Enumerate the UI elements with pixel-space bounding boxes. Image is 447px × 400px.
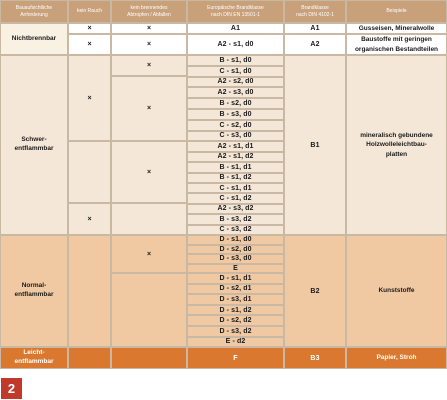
- eu-class-cell: [187, 120, 284, 131]
- requirement-nichtbrennbar-text: Nichtbrennbar: [11, 34, 57, 42]
- eu-class-label: B - s1, d0: [219, 56, 252, 64]
- requirement-leichtentflammbar-text: Leicht- entflammbar: [14, 349, 54, 365]
- figure-number-text: 2: [7, 381, 16, 396]
- no-smoke-mark-a1-text: ×: [87, 25, 92, 32]
- no-smoke-mark-b1-a-text: ×: [87, 94, 92, 102]
- no-smoke-mark-b1-c: [68, 203, 111, 235]
- eu-class-label: D - s3, d1: [219, 295, 252, 303]
- no-dripping-mark-a2-text: ×: [146, 41, 152, 48]
- no-dripping-mark-b1-a-text: ×: [146, 62, 152, 69]
- header-eu-class-text: Europäische Brandklasse nach DIN EN 13501-1: [207, 5, 264, 18]
- din-class-a2: [284, 34, 346, 55]
- eu-class-cell: [187, 326, 284, 337]
- eu-class-cell: [187, 225, 284, 235]
- header-examples-text: Beispiele: [386, 8, 407, 15]
- eu-class-label: D - s1, d2: [219, 306, 252, 314]
- eu-class-label: D - s1, d1: [219, 274, 252, 282]
- eu-class-cell: [187, 254, 284, 264]
- eu-class-cell: [187, 23, 284, 34]
- requirement-normalentflammbar: [0, 235, 68, 347]
- din-class-b2: [284, 235, 346, 347]
- eu-class-cell: [187, 183, 284, 193]
- no-dripping-mark-b1-c: [111, 141, 187, 203]
- eu-class-cell: [187, 98, 284, 109]
- eu-class-label: C - s1, d0: [219, 67, 252, 75]
- no-smoke-mark-b1-a: [68, 55, 111, 141]
- no-smoke-mark-a2: [68, 34, 111, 55]
- eu-class-label: B - s3, d0: [219, 110, 252, 118]
- header-examples: [346, 0, 447, 23]
- eu-class-cell: [187, 337, 284, 347]
- example-a2-text: Baustoffe mit geringen organischen Bestandteilen: [354, 36, 439, 53]
- eu-class-label: D - s3, d0: [219, 255, 252, 263]
- eu-class-label: C - s3, d2: [219, 226, 252, 234]
- no-dripping-mark-b1-a: [111, 55, 187, 76]
- eu-class-label: C - s1, d1: [219, 184, 252, 192]
- eu-class-cell: [187, 214, 284, 224]
- din-class-a1-text: A1: [310, 25, 320, 32]
- eu-class-cell: [187, 315, 284, 326]
- eu-class-cell: [187, 305, 284, 316]
- example-a1-text: Gusseisen, Mineralwolle: [358, 24, 435, 32]
- eu-class-label: A2 - s2, d0: [217, 78, 254, 86]
- eu-class-label: B - s1, d2: [219, 174, 252, 182]
- example-b3: [346, 347, 447, 369]
- eu-class-label: B - s1, d1: [219, 163, 252, 171]
- eu-class-cell: [187, 34, 284, 55]
- no-dripping-empty-b1-d: [111, 203, 187, 235]
- eu-class-label: A2 - s1, d0: [217, 41, 254, 48]
- eu-class-label: D - s3, d2: [219, 327, 252, 335]
- header-no-dripping: [111, 0, 187, 23]
- eu-class-cell: [187, 152, 284, 162]
- eu-class-label: D - s2, d2: [219, 317, 252, 325]
- eu-class-cell: [187, 347, 284, 369]
- example-b1: [346, 55, 447, 235]
- header-eu-class: [187, 0, 284, 23]
- din-class-b1-text: B1: [310, 141, 320, 149]
- header-no-smoke-text: kein Rauch: [76, 8, 102, 15]
- figure-number-badge: [1, 378, 22, 399]
- din-class-b3: [284, 347, 346, 369]
- eu-class-label: C - s2, d0: [219, 121, 252, 129]
- eu-class-cell: [187, 66, 284, 77]
- eu-class-cell: [187, 264, 284, 274]
- example-a2: [346, 34, 447, 55]
- no-dripping-empty-b2-b: [111, 273, 187, 347]
- eu-class-label: C - s3, d0: [219, 132, 252, 140]
- eu-class-cell: [187, 162, 284, 172]
- eu-class-label: F: [233, 354, 238, 362]
- no-smoke-empty-b2: [68, 235, 111, 347]
- example-b1-text: mineralisch gebundene Holzwolleleichtbau- platten: [360, 132, 433, 158]
- eu-class-cell: [187, 235, 284, 245]
- eu-class-cell: [187, 273, 284, 284]
- eu-class-label: B - s2, d0: [219, 100, 252, 108]
- header-din-class: [284, 0, 346, 23]
- header-requirement-text: Bauaufsichtliche Anforderung: [15, 5, 53, 18]
- no-dripping-mark-b1-b: [111, 76, 187, 141]
- requirement-normalentflammbar-text: Normal- entflammbar: [14, 282, 54, 298]
- no-smoke-empty-b1-b: [68, 141, 111, 203]
- requirement-schwerentflammbar: [0, 55, 68, 235]
- eu-class-cell: [187, 173, 284, 183]
- eu-class-label: A2 - s3, d0: [217, 89, 254, 97]
- eu-class-cell: [187, 87, 284, 98]
- header-requirement: [0, 0, 68, 23]
- eu-class-label: C - s1, d2: [219, 195, 252, 203]
- eu-class-cell: [187, 294, 284, 305]
- eu-class-label: B - s3, d2: [219, 215, 252, 223]
- no-smoke-mark-b1-c-text: ×: [87, 215, 92, 223]
- no-dripping-mark-b1-c-text: ×: [146, 168, 152, 176]
- din-class-b2-text: B2: [310, 287, 320, 295]
- example-a1: [346, 23, 447, 34]
- requirement-leichtentflammbar: [0, 347, 68, 369]
- header-no-smoke: [68, 0, 111, 23]
- no-dripping-empty-b3: [111, 347, 187, 369]
- example-b2: [346, 235, 447, 347]
- eu-class-cell: [187, 204, 284, 214]
- din-class-b1: [284, 55, 346, 235]
- eu-class-cell: [187, 55, 284, 66]
- eu-class-label: E - d2: [225, 338, 246, 346]
- din-class-a2-text: A2: [310, 41, 320, 48]
- eu-class-cell: [187, 284, 284, 295]
- eu-class-label: D - s2, d1: [219, 285, 252, 293]
- eu-class-cell: [187, 109, 284, 120]
- example-b2-text: Kunststoffe: [378, 287, 415, 295]
- no-smoke-mark-a2-text: ×: [87, 41, 92, 48]
- no-dripping-mark-a1: [111, 23, 187, 34]
- no-dripping-mark-a2: [111, 34, 187, 55]
- eu-class-cell: [187, 131, 284, 142]
- eu-class-label: D - s2, d0: [219, 245, 252, 253]
- requirement-nichtbrennbar: [0, 23, 68, 55]
- requirement-schwerentflammbar-text: Schwer- entflammbar: [14, 136, 54, 152]
- header-no-dripping-text: kein brennendes Abtropfen / Abfallen: [127, 5, 171, 18]
- eu-class-label: E: [233, 264, 238, 272]
- eu-class-label: D - s1, d0: [219, 236, 252, 244]
- eu-class-cell: [187, 77, 284, 88]
- eu-class-label: A2 - s3, d2: [217, 205, 254, 213]
- eu-class-cell: [187, 193, 284, 203]
- eu-class-label: A2 - s1, d1: [217, 143, 254, 151]
- header-din-class-text: Brandklasse nach DIN 4102-1: [296, 5, 334, 18]
- no-smoke-mark-a1: [68, 23, 111, 34]
- din-class-a1: [284, 23, 346, 34]
- eu-class-cell: [187, 141, 284, 151]
- example-b3-text: Papier, Stroh: [376, 354, 417, 362]
- din-class-b3-text: B3: [310, 354, 320, 362]
- no-dripping-mark-a1-text: ×: [146, 25, 152, 32]
- no-smoke-empty-b3: [68, 347, 111, 369]
- no-dripping-mark-b2-text: ×: [146, 250, 152, 258]
- no-dripping-mark-b2: [111, 235, 187, 273]
- eu-class-cell: [187, 245, 284, 255]
- eu-class-label: A2 - s1, d2: [217, 153, 254, 161]
- no-dripping-mark-b1-b-text: ×: [146, 105, 152, 112]
- eu-class-label: A1: [230, 25, 241, 32]
